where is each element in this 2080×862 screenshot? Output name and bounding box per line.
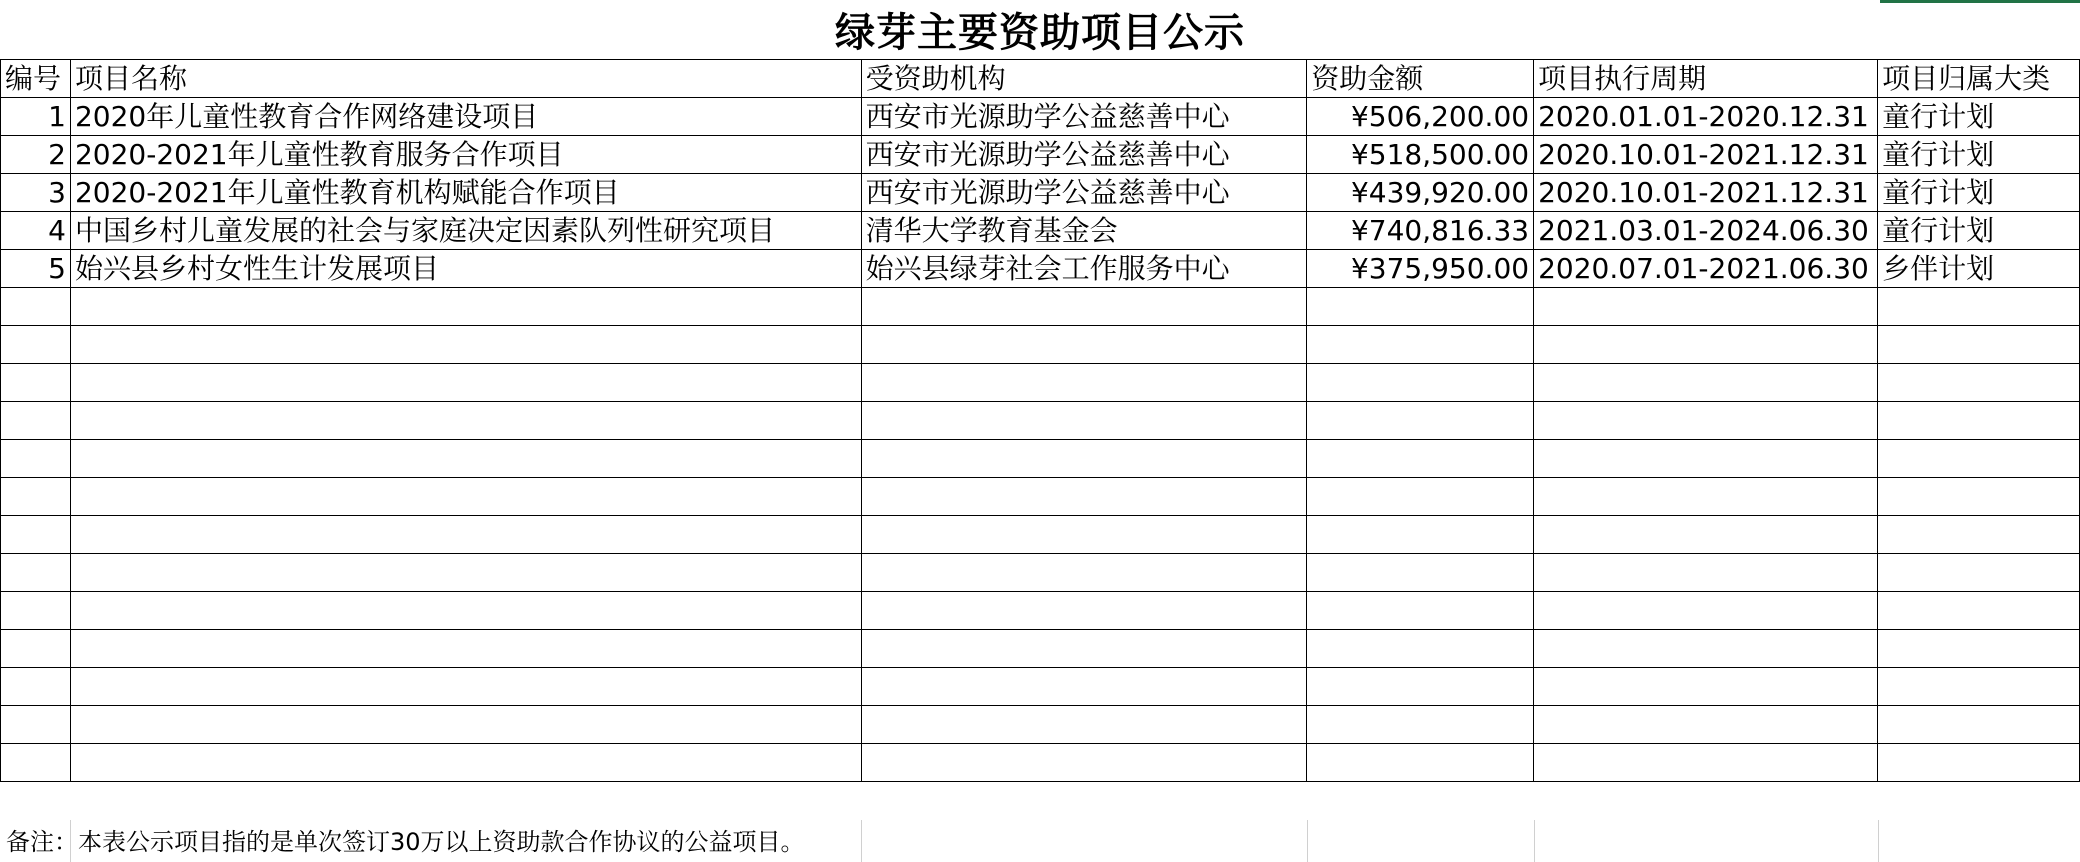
empty-cell[interactable]: [1307, 592, 1534, 630]
empty-row: [1, 364, 2080, 402]
empty-cell[interactable]: [1307, 402, 1534, 440]
empty-cell[interactable]: [1, 744, 71, 782]
empty-cell[interactable]: [861, 706, 1307, 744]
empty-cell[interactable]: [1534, 706, 1878, 744]
empty-cell[interactable]: [70, 554, 861, 592]
empty-cell[interactable]: [1, 478, 71, 516]
cell-period[interactable]: 2020.10.01-2021.12.31: [1534, 174, 1878, 212]
cell-project-name[interactable]: 中国乡村儿童发展的社会与家庭决定因素队列性研究项目: [70, 212, 861, 250]
empty-cell[interactable]: [1878, 706, 2080, 744]
cell-amount[interactable]: ¥518,500.00: [1307, 136, 1534, 174]
empty-cell[interactable]: [1307, 478, 1534, 516]
cell-category[interactable]: 童行计划: [1878, 98, 2080, 136]
empty-row: [1, 554, 2080, 592]
table-row: [1, 250, 2080, 288]
cell-period[interactable]: 2021.03.01-2024.06.30: [1534, 212, 1878, 250]
header-project-name[interactable]: 项目名称: [70, 60, 861, 98]
cell-amount[interactable]: ¥740,816.33: [1307, 212, 1534, 250]
empty-cell[interactable]: [70, 668, 861, 706]
empty-cell[interactable]: [70, 516, 861, 554]
cell-project-name[interactable]: 2020-2021年儿童性教育服务合作项目: [70, 136, 861, 174]
empty-cell[interactable]: [1878, 402, 2080, 440]
header-period[interactable]: 项目执行周期: [1534, 60, 1878, 98]
empty-row: [1, 668, 2080, 706]
cell-number[interactable]: 1: [1, 98, 71, 136]
empty-cell[interactable]: [1307, 326, 1534, 364]
empty-cell[interactable]: [1878, 364, 2080, 402]
empty-cell[interactable]: [1878, 516, 2080, 554]
header-number[interactable]: 编号: [1, 60, 71, 98]
empty-cell[interactable]: [1534, 288, 1878, 326]
empty-cell[interactable]: [1, 326, 71, 364]
empty-cell[interactable]: [861, 592, 1307, 630]
empty-cell[interactable]: [1307, 706, 1534, 744]
empty-cell[interactable]: [1, 288, 71, 326]
empty-cell[interactable]: [1878, 592, 2080, 630]
empty-cell[interactable]: [1534, 554, 1878, 592]
empty-row: [1, 402, 2080, 440]
sheet-title[interactable]: 绿芽主要资助项目公示: [835, 10, 1245, 56]
cell-recipient-org[interactable]: 西安市光源助学公益慈善中心: [861, 136, 1307, 174]
empty-cell[interactable]: [1, 554, 71, 592]
footnote[interactable]: 备注：本表公示项目指的是单次签订30万以上资助款合作协议的公益项目。: [6, 828, 805, 856]
cell-project-name[interactable]: 2020-2021年儿童性教育机构赋能合作项目: [70, 174, 861, 212]
empty-cell[interactable]: [1534, 402, 1878, 440]
empty-cell[interactable]: [861, 516, 1307, 554]
empty-cell[interactable]: [861, 668, 1307, 706]
empty-cell[interactable]: [1534, 516, 1878, 554]
empty-cell[interactable]: [1, 630, 71, 668]
cell-recipient-org[interactable]: 清华大学教育基金会: [861, 212, 1307, 250]
empty-row: [1, 744, 2080, 782]
empty-cell[interactable]: [1878, 478, 2080, 516]
cell-category[interactable]: 乡伴计划: [1878, 250, 2080, 288]
empty-cell[interactable]: [1, 668, 71, 706]
empty-cell[interactable]: [861, 288, 1307, 326]
cell-category[interactable]: 童行计划: [1878, 174, 2080, 212]
empty-cell[interactable]: [1534, 592, 1878, 630]
empty-cell[interactable]: [861, 630, 1307, 668]
cell-project-name[interactable]: 2020年儿童性教育合作网络建设项目: [70, 98, 861, 136]
empty-cell[interactable]: [1534, 668, 1878, 706]
cell-number[interactable]: 3: [1, 174, 71, 212]
empty-cell[interactable]: [1307, 364, 1534, 402]
funding-table: [0, 59, 2080, 782]
empty-cell[interactable]: [1878, 288, 2080, 326]
empty-cell[interactable]: [861, 326, 1307, 364]
cell-period[interactable]: 2020.07.01-2021.06.30: [1534, 250, 1878, 288]
empty-cell[interactable]: [1534, 326, 1878, 364]
empty-cell[interactable]: [1, 592, 71, 630]
empty-cell[interactable]: [70, 478, 861, 516]
cell-project-name[interactable]: 始兴县乡村女性生计发展项目: [70, 250, 861, 288]
empty-cell[interactable]: [1878, 668, 2080, 706]
empty-cell[interactable]: [1307, 440, 1534, 478]
cell-number[interactable]: 5: [1, 250, 71, 288]
empty-cell[interactable]: [70, 744, 861, 782]
empty-row: [1, 630, 2080, 668]
header-row: [1, 60, 2080, 98]
empty-cell[interactable]: [70, 402, 861, 440]
table-row: [1, 174, 2080, 212]
empty-cell[interactable]: [1534, 440, 1878, 478]
empty-cell[interactable]: [70, 288, 861, 326]
empty-cell[interactable]: [861, 744, 1307, 782]
empty-cell[interactable]: [1878, 630, 2080, 668]
empty-cell[interactable]: [861, 440, 1307, 478]
empty-cell[interactable]: [1307, 554, 1534, 592]
empty-cell[interactable]: [70, 440, 861, 478]
empty-row: [1, 478, 2080, 516]
empty-cell[interactable]: [1307, 516, 1534, 554]
empty-cell[interactable]: [1307, 630, 1534, 668]
cell-period[interactable]: 2020.01.01-2020.12.31: [1534, 98, 1878, 136]
empty-row: [1, 288, 2080, 326]
cell-number[interactable]: 4: [1, 212, 71, 250]
empty-row: [1, 706, 2080, 744]
empty-row: [1, 440, 2080, 478]
cell-category[interactable]: 童行计划: [1878, 136, 2080, 174]
empty-cell[interactable]: [861, 478, 1307, 516]
header-category[interactable]: 项目归属大类: [1878, 60, 2080, 98]
empty-cell[interactable]: [1534, 478, 1878, 516]
empty-cell[interactable]: [70, 630, 861, 668]
empty-cell[interactable]: [1878, 440, 2080, 478]
empty-cell[interactable]: [1878, 744, 2080, 782]
empty-cell[interactable]: [1534, 364, 1878, 402]
table-row: [1, 98, 2080, 136]
empty-cell[interactable]: [1878, 554, 2080, 592]
table-row: [1, 136, 2080, 174]
empty-cell[interactable]: [70, 592, 861, 630]
empty-cell[interactable]: [70, 364, 861, 402]
empty-cell[interactable]: [861, 402, 1307, 440]
cell-category[interactable]: 童行计划: [1878, 212, 2080, 250]
empty-cell[interactable]: [1, 440, 71, 478]
empty-cell[interactable]: [1, 402, 71, 440]
empty-cell[interactable]: [70, 326, 861, 364]
empty-cell[interactable]: [1307, 668, 1534, 706]
empty-row: [1, 326, 2080, 364]
cell-recipient-org[interactable]: 西安市光源助学公益慈善中心: [861, 98, 1307, 136]
empty-cell[interactable]: [1534, 630, 1878, 668]
empty-cell[interactable]: [1307, 288, 1534, 326]
empty-cell[interactable]: [1, 516, 71, 554]
empty-cell[interactable]: [1307, 744, 1534, 782]
cell-number[interactable]: 2: [1, 136, 71, 174]
empty-row: [1, 516, 2080, 554]
cell-recipient-org[interactable]: 始兴县绿芽社会工作服务中心: [861, 250, 1307, 288]
cell-period[interactable]: 2020.10.01-2021.12.31: [1534, 136, 1878, 174]
cell-amount[interactable]: ¥439,920.00: [1307, 174, 1534, 212]
cell-recipient-org[interactable]: 西安市光源助学公益慈善中心: [861, 174, 1307, 212]
empty-cell[interactable]: [861, 364, 1307, 402]
cell-amount[interactable]: ¥506,200.00: [1307, 98, 1534, 136]
header-recipient-org[interactable]: 受资助机构: [861, 60, 1307, 98]
table-row: [1, 212, 2080, 250]
header-amount[interactable]: 资助金额: [1307, 60, 1534, 98]
empty-cell[interactable]: [861, 554, 1307, 592]
empty-cell[interactable]: [1534, 744, 1878, 782]
empty-cell[interactable]: [1, 706, 71, 744]
cell-amount[interactable]: ¥375,950.00: [1307, 250, 1534, 288]
empty-cell[interactable]: [70, 706, 861, 744]
empty-row: [1, 592, 2080, 630]
empty-cell[interactable]: [1, 364, 71, 402]
empty-cell[interactable]: [1878, 326, 2080, 364]
